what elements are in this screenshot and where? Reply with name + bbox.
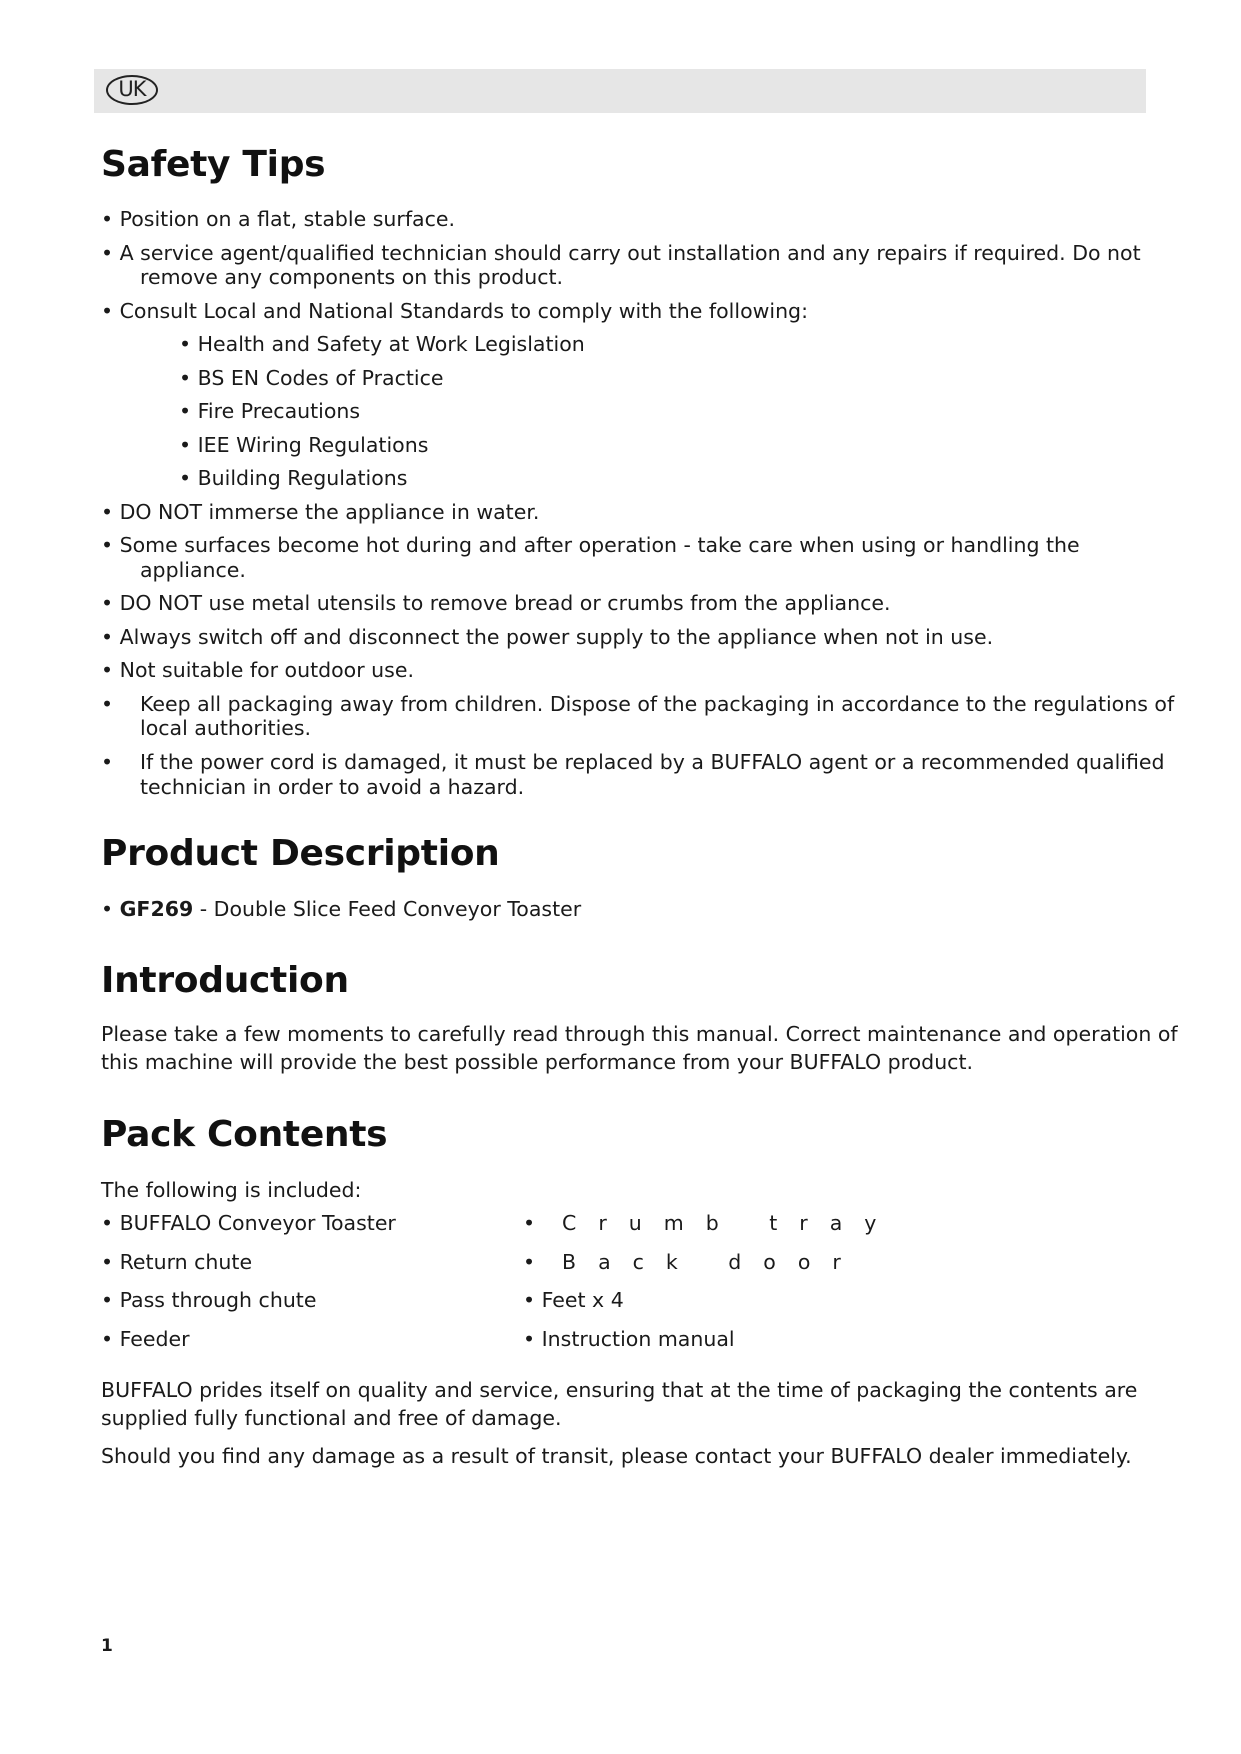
safety-bullet-cont: appliance. <box>140 558 246 582</box>
pack-item-marker: • <box>523 1211 536 1235</box>
safety-bullet: • Consult Local and National Standards to comply with the following: <box>101 299 808 323</box>
safety-bullet: • Position on a flat, stable surface. <box>101 207 456 231</box>
pack-item: Crumb tray <box>562 1211 899 1235</box>
pack-item: • Pass through chute <box>101 1288 317 1312</box>
pack-item: Back door <box>562 1250 863 1274</box>
safety-bullet: • Not suitable for outdoor use. <box>101 658 414 682</box>
pack-item: • Return chute <box>101 1250 253 1274</box>
pack-item: • Feeder <box>101 1327 190 1351</box>
safety-bullet: • DO NOT use metal utensils to remove bread or crumbs from the appliance. <box>101 591 891 615</box>
standards-subitem: • IEE Wiring Regulations <box>179 433 429 457</box>
standards-subitem: • Building Regulations <box>179 466 408 490</box>
page-number: 1 <box>101 1636 113 1656</box>
safety-bullet: • A service agent/qualified technician should carry out installation and any repairs if required. Do not <box>101 241 1141 265</box>
pack-item-marker: • <box>523 1250 536 1274</box>
safety-bullet: • DO NOT immerse the appliance in water. <box>101 500 540 524</box>
safety-bullet: Keep all packaging away from children. Dispose of the packaging in accordance to the regulations of <box>140 692 1175 716</box>
safety-bullet: If the power cord is damaged, it must be replaced by a BUFFALO agent or a recommended qualified <box>140 750 1165 774</box>
intro-title: Introduction <box>101 960 349 1001</box>
standards-subitem: • Fire Precautions <box>179 399 361 423</box>
safety-bullet: • Some surfaces become hot during and after operation - take care when using or handling the <box>101 533 1080 557</box>
pack-item: • Feet x 4 <box>523 1288 624 1312</box>
pack-item: • BUFFALO Conveyor Toaster <box>101 1211 396 1235</box>
safety-title: Safety Tips <box>101 144 326 185</box>
safety-bullet-cont: technician in order to avoid a hazard. <box>140 775 525 799</box>
product-title: Product Description <box>101 833 500 874</box>
pack-note: Should you find any damage as a result of transit, please contact your BUFFALO dealer immediately. <box>101 1444 1132 1468</box>
intro-text: this machine will provide the best possible performance from your BUFFALO product. <box>101 1050 974 1074</box>
safety-bullet-cont: remove any components on this product. <box>140 265 564 289</box>
standards-subitem: • BS EN Codes of Practice <box>179 366 444 390</box>
pack-item: • Instruction manual <box>523 1327 735 1351</box>
safety-bullet-marker: • <box>101 750 114 774</box>
product-item: • GF269 - Double Slice Feed Conveyor Toaster <box>101 897 582 921</box>
pack-note: supplied fully functional and free of damage. <box>101 1406 562 1430</box>
header-bar <box>94 69 1146 113</box>
product-code: GF269 <box>119 897 194 921</box>
intro-text: Please take a few moments to carefully read through this manual. Correct maintenance and operation of <box>101 1022 1178 1046</box>
pack-note: BUFFALO prides itself on quality and service, ensuring that at the time of packaging the contents are <box>101 1378 1138 1402</box>
safety-bullet: • Always switch off and disconnect the power supply to the appliance when not in use. <box>101 625 994 649</box>
pack-lead: The following is included: <box>101 1178 362 1202</box>
standards-subitem: • Health and Safety at Work Legislation <box>179 332 585 356</box>
safety-bullet-cont: local authorities. <box>140 716 312 740</box>
uk-badge: UK <box>106 75 158 105</box>
pack-title: Pack Contents <box>101 1114 388 1155</box>
safety-bullet-marker: • <box>101 692 114 716</box>
